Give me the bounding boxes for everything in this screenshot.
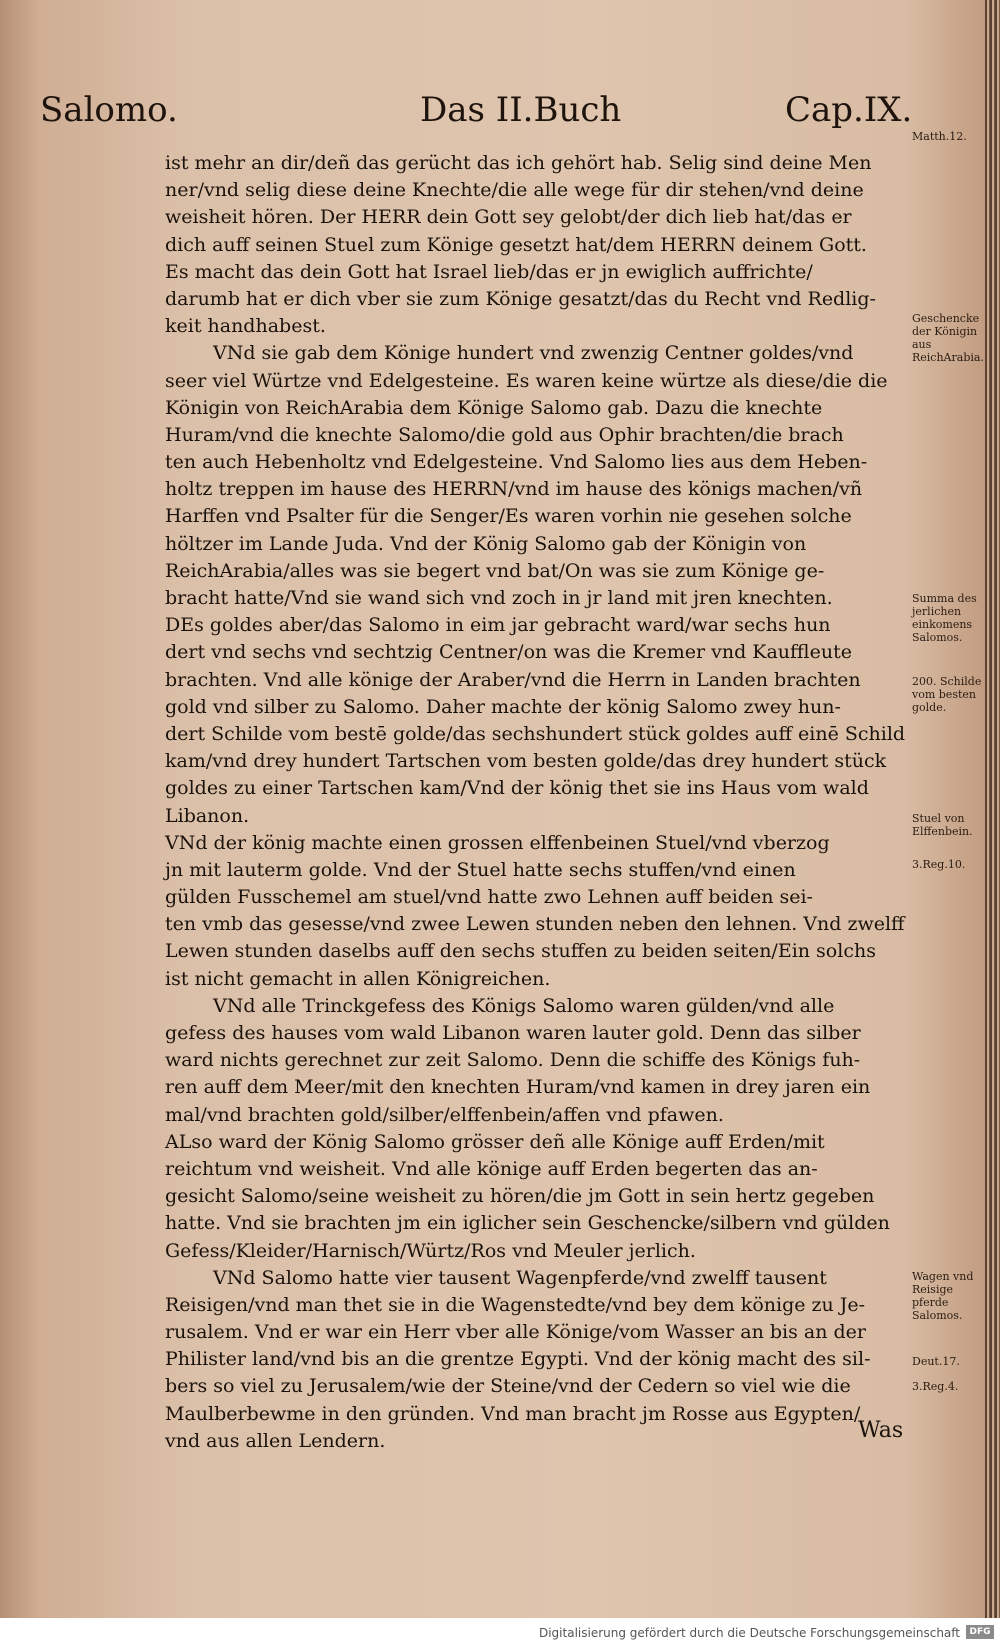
running-head-left: Salomo. — [40, 90, 178, 130]
text-line: goldes zu einer Tartschen kam/Vnd der könig thet sie ins Haus vom wald — [165, 777, 869, 800]
text-line: seer viel Würtze vnd Edelgesteine. Es waren keine würtze als diese/die die — [165, 369, 888, 392]
text-line: ist mehr an dir/deñ das gerücht das ich gehört hab. Selig sind deine Men — [165, 152, 872, 174]
text-line: gesicht Salomo/seine weisheit zu hören/die jm Gott in sein hertz gegeben — [165, 1185, 875, 1208]
text-line: ist nicht gemacht in allen Königreichen. — [165, 967, 551, 990]
text-line: Reisigen/vnd man thet sie in die Wagenstedte/vnd bey dem könige zu Je- — [165, 1293, 866, 1316]
text-line: ten vmb das gesesse/vnd zwee Lewen stunden neben den lehnen. Vnd zwelff — [165, 913, 905, 936]
footer-credit: Digitalisierung gefördert durch die Deutsche Forschungsgemeinschaft — [538, 1626, 960, 1640]
running-head-center: Das II.Buch — [420, 90, 622, 130]
text-line: gold vnd silber zu Salomo. Daher machte der könig Salomo zwey hun- — [165, 695, 841, 718]
text-line: Libanon. — [165, 804, 250, 827]
text-line: ALso ward der König Salomo grösser deñ alle Könige auff Erden/mit — [165, 1130, 825, 1153]
text-line: Maulberbewme in den gründen. Vnd man bracht jm Rosse aus Egypten/ — [165, 1402, 861, 1425]
text-line: darumb hat er dich vber sie zum Könige gesatzt/das du Recht vnd Redlig- — [165, 287, 876, 310]
text-line: VNd Salomo hatte vier tausent Wagenpferde/vnd zwelff tausent — [213, 1266, 827, 1289]
text-line: höltzer im Lande Juda. Vnd der König Salomo gab der Königin von — [165, 532, 807, 555]
text-line: ner/vnd selig diese deine Knechte/die alle wege für dir stehen/vnd deine — [165, 179, 864, 202]
margin-note: Summa des jerlichen einkomens Salomos. — [912, 592, 977, 644]
text-line: Philister land/vnd bis an die grentze Egypti. Vnd der könig macht des sil- — [165, 1348, 871, 1371]
text-line: bracht hatte/Vnd sie wand sich vnd zoch in jr land mit jren knechten. — [165, 587, 833, 609]
text-line: VNd alle Trinckgefess des Königs Salomo waren gülden/vnd alle — [213, 994, 835, 1017]
margin-note: 200. Schilde vom besten golde. — [912, 675, 982, 714]
text-line: dert Schilde vom bestē golde/das sechshundert stück goldes auff einē Schild — [165, 722, 906, 745]
margin-note: 3.Reg.4. — [912, 1380, 959, 1393]
text-line: kam/vnd drey hundert Tartschen vom besten golde/das drey hundert stück — [165, 750, 887, 773]
text-line: Harffen vnd Psalter für die Senger/Es waren vorhin nie gesehen solche — [165, 505, 852, 528]
text-line: Königin von ReichArabia dem Könige Salomo gab. Dazu die knechte — [165, 396, 823, 419]
text-line: VNd sie gab dem Könige hundert vnd zwenzig Centner goldes/vnd — [213, 342, 854, 365]
text-line: vnd aus allen Lendern. — [165, 1429, 386, 1452]
text-line: DEs goldes aber/das Salomo in eim jar gebracht ward/war sechs hun — [165, 614, 831, 637]
text-line: Lewen stunden daselbs auff den sechs stuffen zu beiden seiten/Ein solchs — [165, 940, 876, 963]
dfg-logo: DFG — [966, 1625, 994, 1639]
text-line: mal/vnd brachten gold/silber/elffenbein/affen vnd pfawen. — [165, 1103, 724, 1126]
text-line: gülden Fusschemel am stuel/vnd hatte zwo Lehnen auff beiden sei- — [165, 886, 813, 909]
text-line: gefess des hauses vom wald Libanon waren lauter gold. Denn das silber — [165, 1022, 861, 1044]
text-line: holtz treppen im hause des HERRN/vnd im hause des königs machen/vñ — [165, 478, 863, 501]
text-line: VNd der könig machte einen grossen elffenbeinen Stuel/vnd vberzog — [165, 831, 830, 854]
text-line: keit handhabest. — [165, 315, 326, 338]
margin-note: Matth.12. — [912, 130, 967, 143]
margin-note: Stuel von Elffenbein. — [912, 812, 973, 838]
text-line: Es macht das dein Gott hat Israel lieb/das er jn ewiglich auffrichte/ — [165, 260, 813, 283]
text-line: ten auch Hebenholtz vnd Edelgesteine. Vnd Salomo lies aus dem Heben- — [165, 451, 868, 474]
text-line: rusalem. Vnd er war ein Herr vber alle Könige/vom Wasser an bis an der — [165, 1321, 866, 1344]
text-line: ward nichts gerechnet zur zeit Salomo. Denn die schiffe des Königs fuh- — [165, 1049, 861, 1072]
margin-note: Wagen vnd Reisige pferde Salomos. — [912, 1270, 974, 1322]
text-line: jn mit lauterm golde. Vnd der Stuel hatte sechs stuffen/vnd einen — [165, 858, 796, 881]
text-line: ReichArabia/alles was sie begert vnd bat/On was sie zum Könige ge- — [165, 559, 825, 582]
text-line: brachten. Vnd alle könige der Araber/vnd die Herrn in Landen brachten — [165, 668, 861, 691]
catchword: Was — [858, 1418, 904, 1443]
text-line: weisheit hören. Der HERR dein Gott sey gelobt/der dich lieb hat/das er — [165, 206, 852, 229]
running-head-right: Cap.IX. — [785, 90, 913, 130]
text-line: ren auff dem Meer/mit den knechten Huram/vnd kamen in drey jaren ein — [165, 1076, 871, 1099]
text-line: reichtum vnd weisheit. Vnd alle könige auff Erden begerten das an- — [165, 1157, 818, 1180]
text-line: Gefess/Kleider/Harnisch/Würtz/Ros vnd Meuler jerlich. — [165, 1239, 696, 1262]
page-edge-stack — [985, 0, 1000, 1618]
text-line: Huram/vnd die knechte Salomo/die gold aus Ophir brachten/die brach — [165, 423, 844, 446]
margin-note: Deut.17. — [912, 1355, 960, 1368]
margin-note: Geschencke der Königin aus ReichArabia. — [912, 312, 984, 364]
text-line: hatte. Vnd sie brachten jm ein iglicher sein Geschencke/silbern vnd gülden — [165, 1212, 890, 1235]
main-text-block — [165, 150, 910, 1455]
text-line: dich auff seinen Stuel zum Könige gesetzt hat/dem HERRN deinem Gott. — [165, 233, 867, 256]
margin-note: 3.Reg.10. — [912, 858, 966, 871]
text-line: dert vnd sechs vnd sechtzig Centner/on was die Kremer vnd Kauffleute — [165, 641, 852, 664]
text-line: bers so viel zu Jerusalem/wie der Steine/vnd der Cedern so viel wie die — [165, 1375, 851, 1398]
